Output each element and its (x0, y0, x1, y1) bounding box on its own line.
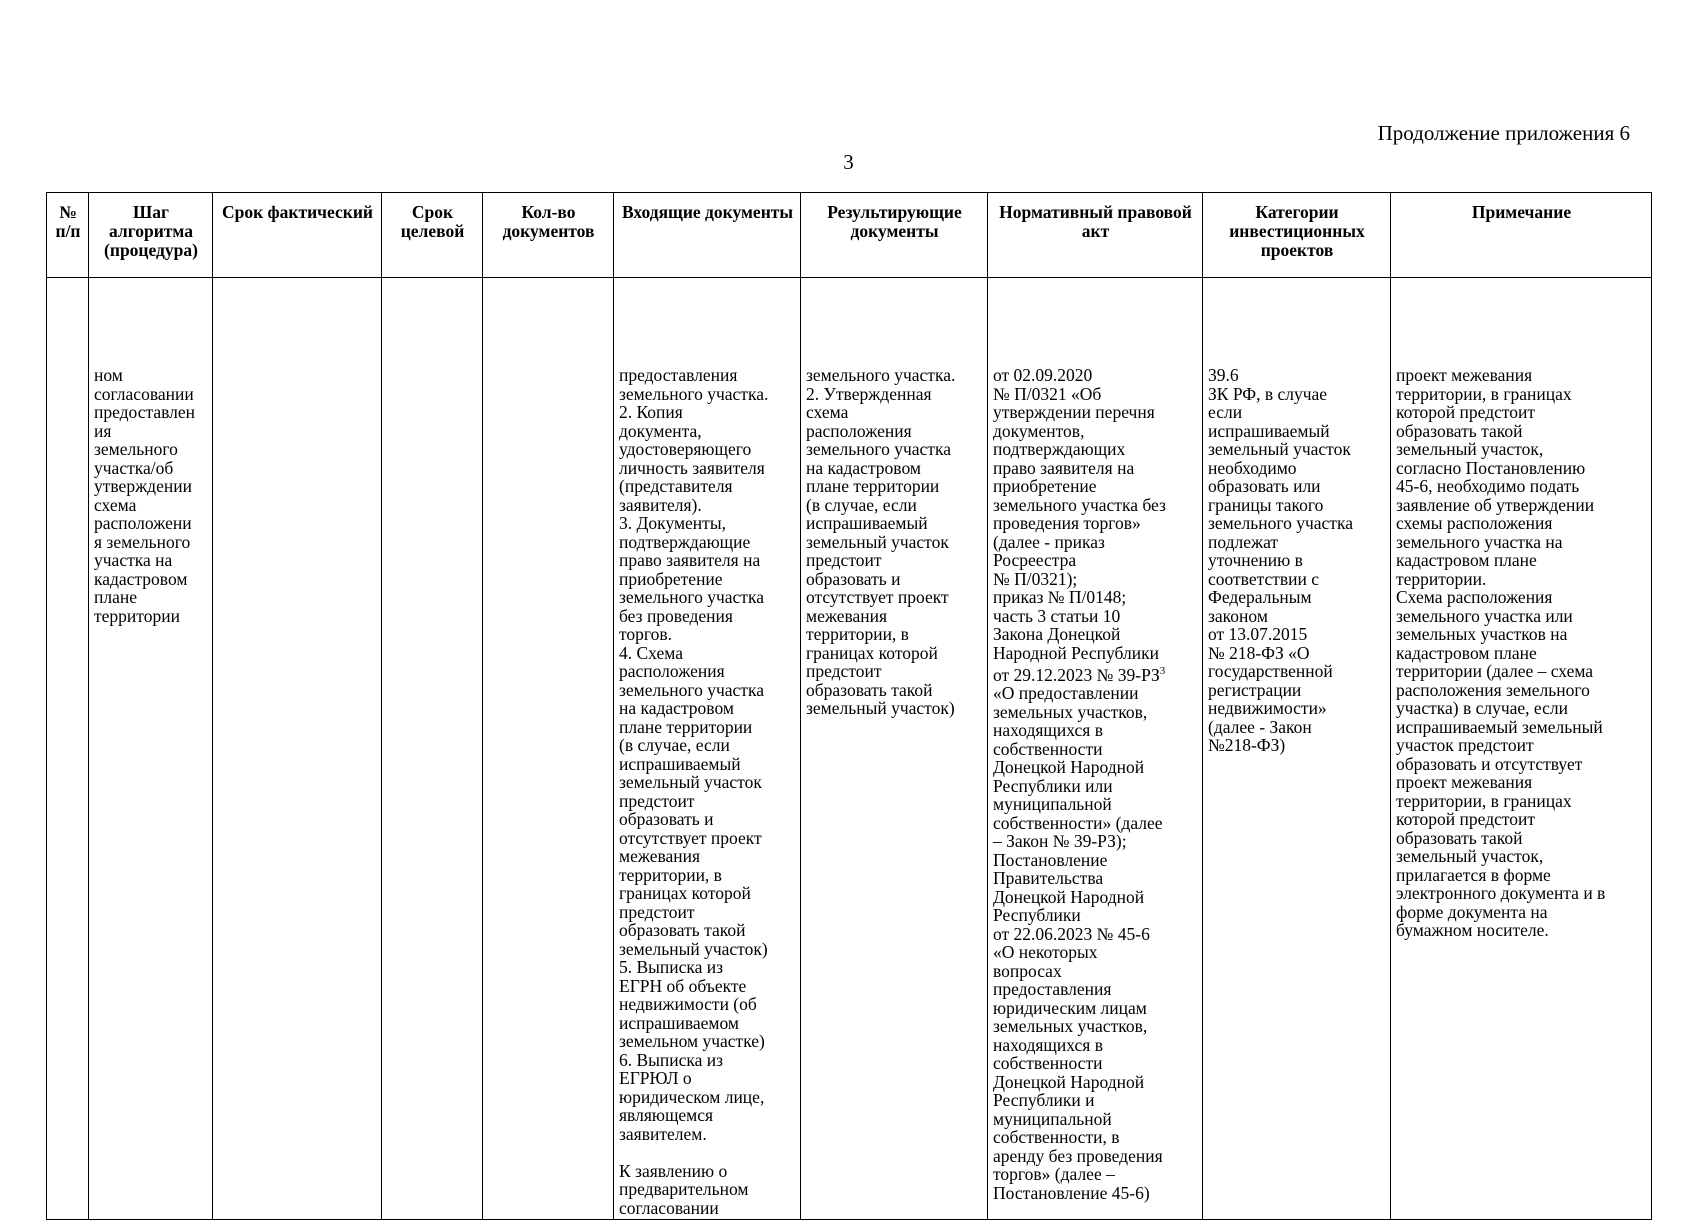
column-header-term-actual: Срок фактический (213, 193, 382, 278)
procedure-table (46, 192, 1652, 1220)
column-header-investment-categories: Категории инвестиционных проектов (1203, 193, 1391, 278)
cell-term-actual (213, 278, 382, 1220)
legal-act-text-part1: от 02.09.2020 № П/0321 «Об утверждении перечня документов, подтверждающих право заявителя на приобретение земельного участка без проведения торгов» (далее - приказ Росреестра № П/0321); приказ № П/0148; часть 3 статьи 10 Закона Донецкой Народной Республики от 29.12.2023 № 39-РЗ (993, 365, 1166, 685)
column-header-note: Примечание (1391, 193, 1652, 278)
cell-investment-categories: 39.6 ЗК РФ, в случае если испрашиваемый земельный участок необходимо образовать или границы такого земельного участка подлежат уточнению в соответствии с Федеральным законом от 13.07.2015 № 218-ФЗ «О государственной регистрации недвижимости» (далее - Закон №218-ФЗ) (1203, 278, 1391, 1220)
page-number: 3 (843, 150, 854, 174)
column-header-number: № п/п (47, 193, 89, 278)
cell-number (47, 278, 89, 1220)
table-header-row (47, 193, 1652, 278)
table-row (47, 278, 1652, 1220)
cell-step: ном согласовании предоставлен ия земельного участка/об утверждении схема расположени я земельного участка на кадастровом плане территории (89, 278, 213, 1220)
column-header-legal-act: Нормативный правовой акт (988, 193, 1203, 278)
cell-term-target (382, 278, 483, 1220)
column-header-doc-count: Кол-во документов (483, 193, 614, 278)
footnote-marker: 3 (1159, 665, 1166, 677)
column-header-term-target: Срок целевой (382, 193, 483, 278)
cell-incoming-docs: предоставления земельного участка. 2. Копия документа, удостоверяющего личность заявителя (представителя заявителя). 3. Документы, подтверждающие право заявителя на приобретение земельного участка без проведения торгов. 4. Схема расположения земельного участка на кадастровом плане территории (в случае, если испрашиваемый земельный участок предстоит образовать и отсутствует проект межевания территории, в границах которой предстоит образовать такой земельный участок) 5. Выписка из ЕГРН об объекте недвижимости (об испрашиваемом земельном участке) 6. Выписка из ЕГРЮЛ о юридическом лице, являющемся заявителем. К заявлению о предварительном согласовании (614, 278, 801, 1220)
cell-legal-act (988, 278, 1203, 1220)
cell-note: проект межевания территории, в границах которой предстоит образовать такой земельный участок, согласно Постановлению 45-6, необходимо подать заявление об утверждении схемы расположения земельного участка на кадастровом плане территории. Схема расположения земельного участка или земельных участков на кадастровом плане территории (далее – схема расположения земельного участка) в случае, если испрашиваемый земельный участок предстоит образовать и отсутствует проект межевания территории, в границах которой предстоит образовать такой земельный участок, прилагается в форме электронного документа и в форме документа на бумажном носителе. (1391, 278, 1652, 1220)
column-header-result-docs: Результирующие документы (801, 193, 988, 278)
column-header-step: Шаг алгоритма (процедура) (89, 193, 213, 278)
cell-doc-count (483, 278, 614, 1220)
appendix-continuation-label: Продолжение приложения 6 (1377, 121, 1630, 145)
legal-act-text-part2: «О предоставлении земельных участков, находящихся в собственности Донецкой Народной Республики или муниципальной собственности» (далее – Закон № 39-РЗ); Постановление Правительства Донецкой Народной Республики от 22.06.2023 № 45-6 «О некоторых вопросах предоставления юридическим лицам земельных участков, находящихся в собственности Донецкой Народной Республики и муниципальной собственности, в аренду без проведения торгов» (далее – Постановление 45-6) (993, 683, 1163, 1203)
cell-result-docs: земельного участка. 2. Утвержденная схема расположения земельного участка на кадастровом плане территории (в случае, если испрашиваемый земельный участок предстоит образовать и отсутствует проект межевания территории, в границах которой предстоит образовать такой земельный участок) (801, 278, 988, 1220)
column-header-incoming-docs: Входящие документы (614, 193, 801, 278)
